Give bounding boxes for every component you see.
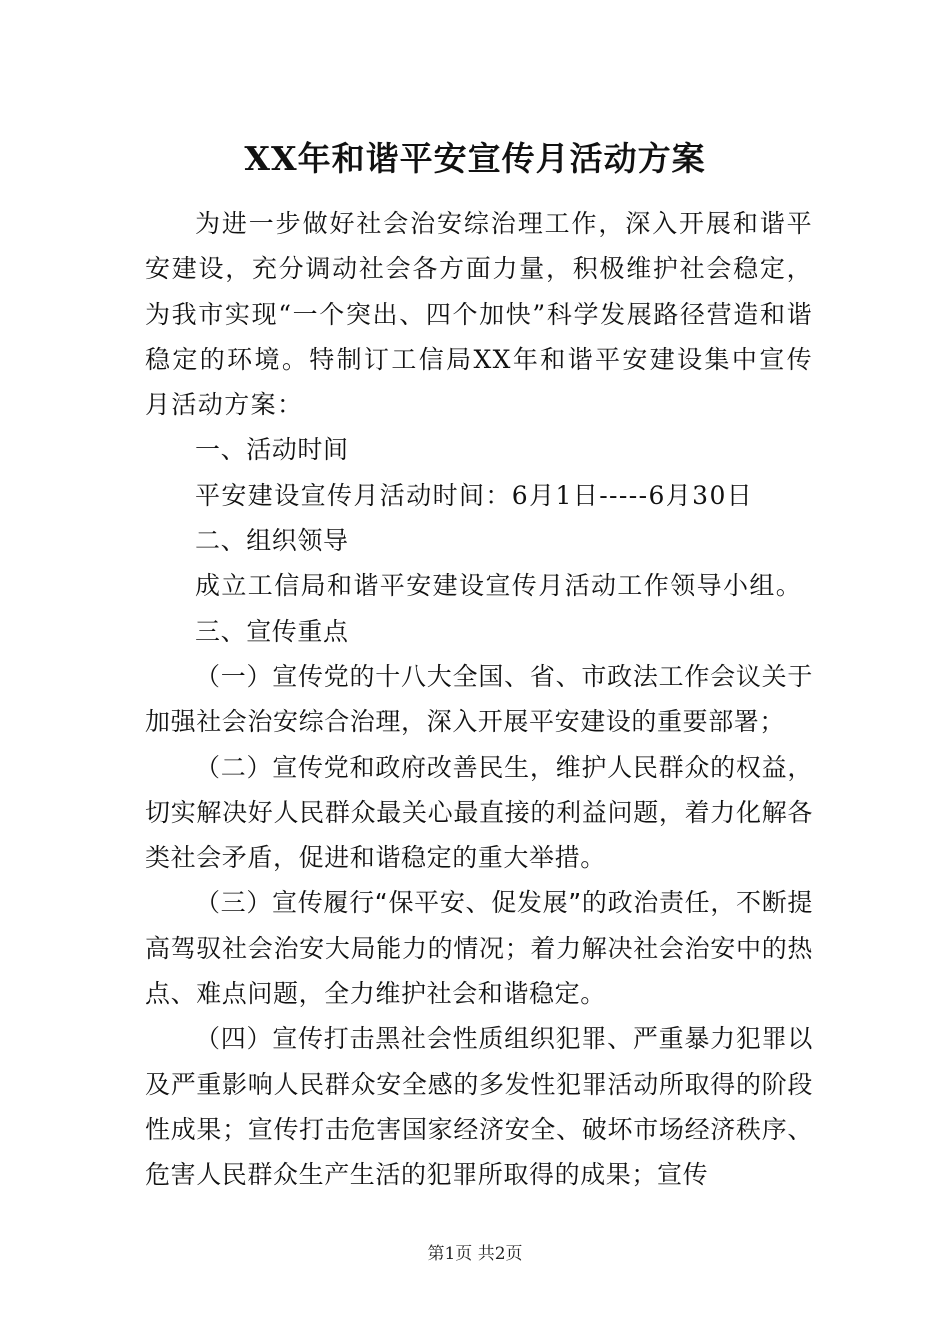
document-title: XX年和谐平安宣传月活动方案 [244, 139, 706, 178]
section-heading-focus: 三、宣传重点 [195, 616, 349, 646]
focus-item-4: （四）宣传打击黑社会性质组织犯罪、严重暴力犯罪以及严重影响人民群众安全感的多发性犯罪活动所取得的阶段性成果；宣传打击危害国家经济安全、破坏市场经济秩序、危害人民群众生产生活的犯罪所取得的成果；宣传 [145, 1024, 813, 1190]
section-text-leadership: 成立工信局和谐平安建设宣传月活动工作领导小组。 [195, 571, 803, 601]
focus-item-2: （二）宣传党和政府改善民生，维护人民群众的权益，切实解决好人民群众最关心最直接的利益问题，着力化解各类社会矛盾，促进和谐稳定的重大举措。 [145, 752, 813, 873]
section-heading-leadership: 二、组织领导 [195, 526, 349, 556]
document-body [145, 201, 813, 1198]
section-heading-time: 一、活动时间 [195, 435, 349, 465]
intro-paragraph: 为进一步做好社会治安综治理工作，深入开展和谐平安建设，充分调动社会各方面力量，积极维护社会稳定，为我市实现“一个突出、四个加快”科学发展路径营造和谐稳定的环境。特制订工信局XX年和谐平安建设集中宣传月活动方案： [145, 209, 813, 420]
section-text-time: 平安建设宣传月活动时间：6月1日-----6月30日 [195, 480, 754, 510]
focus-item-3: （三）宣传履行“保平安、促发展”的政治责任，不断提高驾驭社会治安大局能力的情况；着力解决社会治安中的热点、难点问题，全力维护社会和谐稳定。 [145, 888, 813, 1009]
page-number-footer: 第1页 共2页 [427, 1244, 523, 1264]
focus-item-1: （一）宣传党的十八大全国、省、市政法工作会议关于加强社会治安综合治理，深入开展平安建设的重要部署； [145, 661, 813, 737]
